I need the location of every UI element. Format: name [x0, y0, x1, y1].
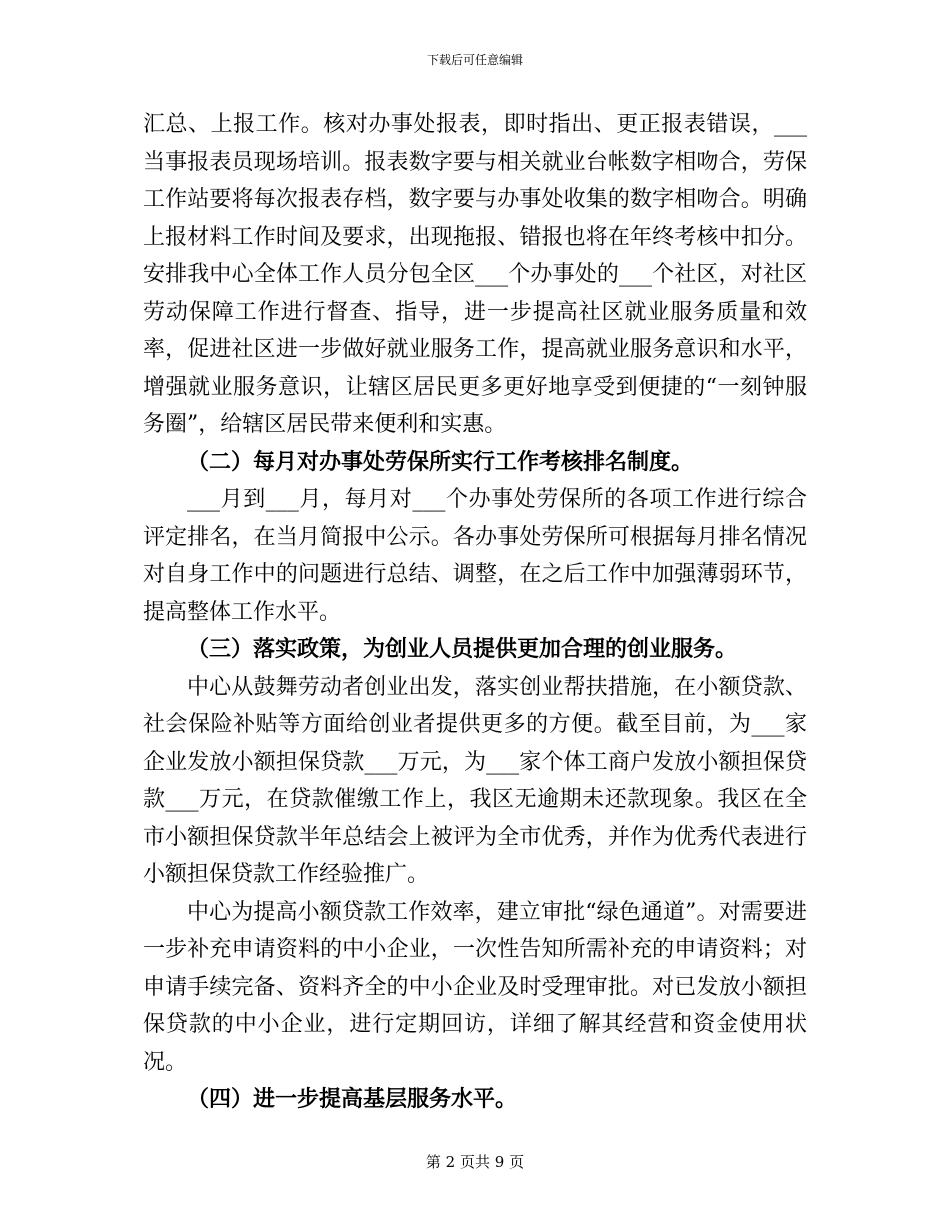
paragraph-continuation: 汇总、上报工作。核对办事处报表，即时指出、更正报表错误，___当事报表员现场培训。报表数字要与相关就业台帐数字相吻合，劳保工作站要将每次报表存档，数字要与办事处收集的数字相吻合。明确上报材料工作时间及要求，出现拖报、错报也将在年终考核中扣分。安排我中心全体工作人员分包全区___个办事处的___个社区，对社区劳动保障工作进行督查、指导，进一步提高社区就业服务质量和效率，促进社区进一步做好就业服务工作，提高就业服务意识和水平，增强就业服务意识，让辖区居民更多更好地享受到便捷的“一刻钟服务圈”，给辖区居民带来便利和实惠。	[143, 112, 807, 437]
page-footer: 第 2 页共 9 页	[425, 1153, 525, 1171]
section-heading-3: （三）落实政策，为创业人员提供更加合理的创业服务。	[187, 636, 738, 662]
paragraph-ranking: ___月到___月，每月对___个办事处劳保所的各项工作进行综合评定排名，在当月简报中公示。各办事处劳保所可根据每月排名情况对自身工作中的问题进行总结、调整，在之后工作中加强薄弱环节，提高整体工作水平。	[143, 487, 807, 625]
paragraph-loans: 中心从鼓舞劳动者创业出发，落实创业帮扶措施，在小额贷款、社会保险补贴等方面给创业者提供更多的方便。截至目前，为___家企业发放小额担保贷款___万元，为___家个体工商户发放小额担保贷款___万元，在贷款催缴工作上，我区无逾期未还款现象。我区在全市小额担保贷款半年总结会上被评为全市优秀，并作为优秀代表进行小额担保贷款工作经验推广。	[143, 674, 807, 887]
section-heading-4: （四）进一步提高基层服务水平。	[187, 1086, 518, 1112]
page-header: 下载后可任意编辑	[426, 53, 523, 67]
document-body	[143, 106, 807, 1119]
section-heading-2: （二）每月对办事处劳保所实行工作考核排名制度。	[187, 448, 694, 475]
paragraph-green-channel: 中心为提高小额贷款工作效率，建立审批“绿色通道”。对需要进一步补充申请资料的中小企业，一次性告知所需补充的申请资料；对申请手续完备、资料齐全的中小企业及时受理审批。对已发放小额担保贷款的中小企业，进行定期回访，详细了解其经营和资金使用状况。	[143, 899, 807, 1075]
